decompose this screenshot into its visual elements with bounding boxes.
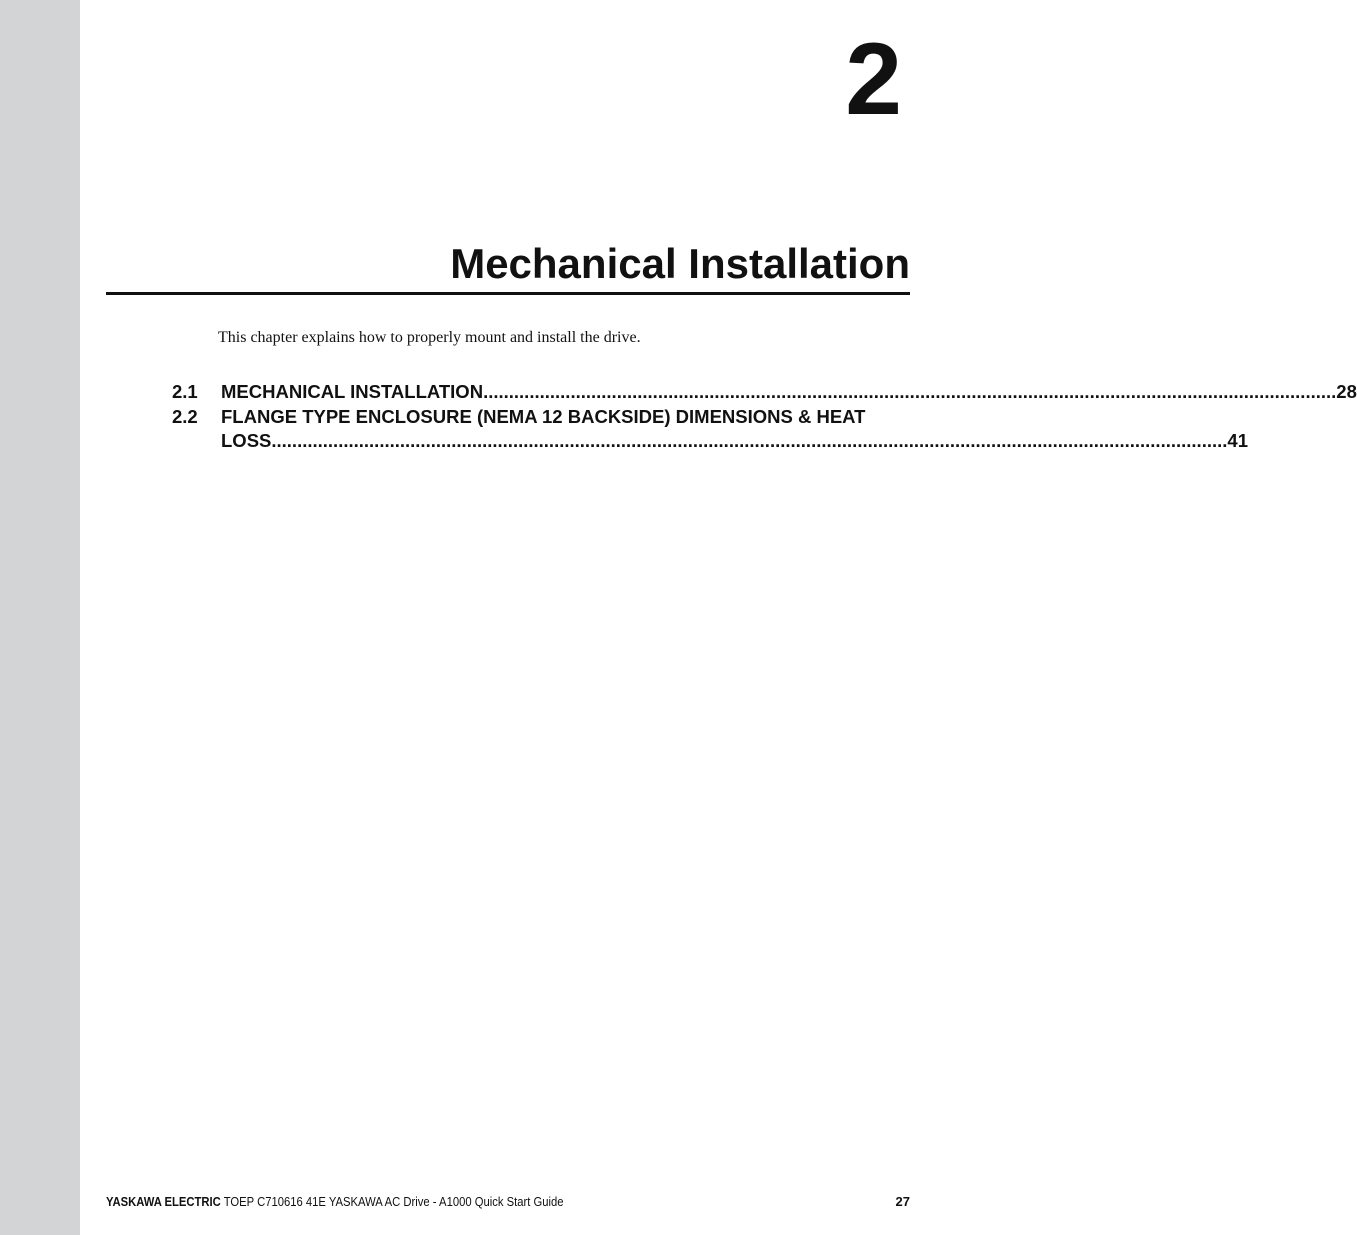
toc-leader-dots: ......................................................................................................................................................................	[483, 381, 1337, 402]
toc-entry[interactable]	[172, 405, 1248, 454]
toc-page-number[interactable]: 41	[1227, 430, 1248, 451]
chapter-number: 2	[845, 22, 902, 136]
toc-section-number: 2.1	[172, 381, 198, 402]
chapter-intro: This chapter explains how to properly mount and install the drive.	[218, 329, 641, 346]
toc-entry-body	[221, 380, 1357, 405]
chapter-title: Mechanical Installation	[450, 240, 910, 287]
toc-page-number[interactable]: 28	[1336, 381, 1357, 402]
title-rule	[106, 292, 910, 295]
page-side-band	[0, 0, 80, 1235]
toc-section-title-continued[interactable]: LOSS	[221, 430, 272, 451]
toc-section-number: 2.2	[172, 405, 198, 427]
page-footer	[106, 1192, 910, 1212]
footer-doc-title: TOEP C710616 41E YASKAWA AC Drive - A1000 Quick Start Guide	[223, 1195, 564, 1209]
footer-brand: YASKAWA ELECTRIC	[106, 1195, 221, 1209]
toc-leader-dots: ..........................................................................................................................................................................................	[271, 430, 1228, 451]
toc-line	[221, 429, 1248, 454]
footer-document-info	[106, 1192, 564, 1212]
toc-line	[221, 380, 1357, 405]
toc-entry-body	[221, 405, 1248, 454]
footer-page-number: 27	[895, 1194, 910, 1209]
toc-line	[221, 405, 910, 430]
toc-section-title[interactable]: FLANGE TYPE ENCLOSURE (NEMA 12 BACKSIDE) DIMENSIONS & HEAT	[221, 405, 866, 427]
table-of-contents	[172, 380, 1357, 454]
toc-section-title[interactable]: MECHANICAL INSTALLATION	[221, 381, 484, 402]
toc-entry[interactable]	[172, 380, 1357, 405]
